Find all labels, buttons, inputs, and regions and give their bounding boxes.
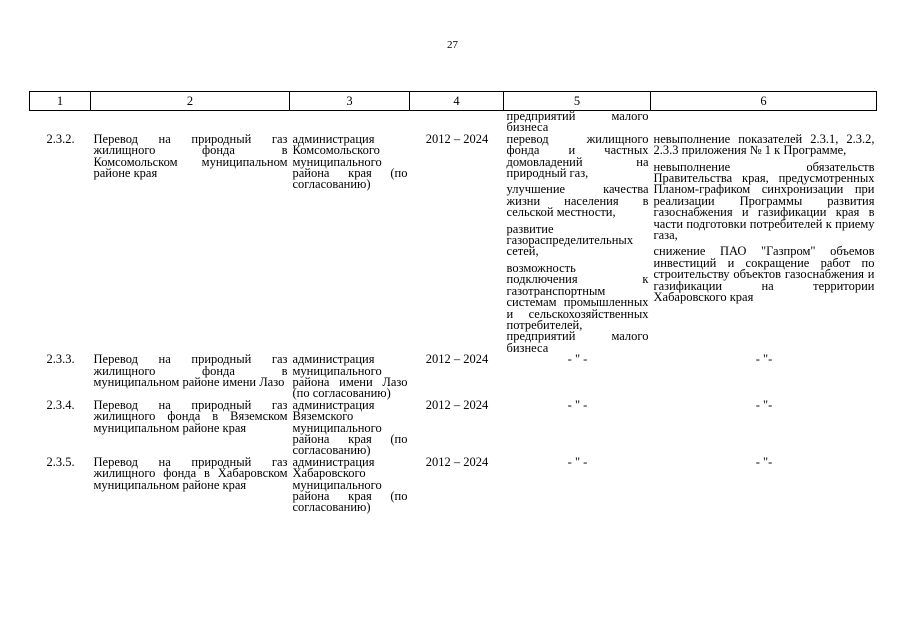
measure-executor: администрация Вяземского муниципального района края (по согласованию) [292, 397, 408, 458]
measure-results-ditto: - " - [567, 397, 588, 412]
measure-executor: администрация муниципального района имени Лазо (по согласованию) [292, 352, 408, 401]
table-row [30, 134, 877, 354]
continuation-row [30, 111, 877, 134]
measure-number: 2.3.5. [46, 454, 75, 469]
header-row [30, 92, 877, 111]
header-col-3: 3 [290, 92, 410, 111]
measure-years: 2012 – 2024 [425, 397, 489, 412]
measure-years: 2012 – 2024 [425, 352, 489, 367]
measure-results-ditto: - " - [567, 454, 588, 469]
header-col-5: 5 [504, 92, 651, 111]
measure-number: 2.3.3. [46, 352, 75, 367]
risk-item: невыполнение показателей 2.3.1, 2.3.2, 2.3.3 приложения № 1 к Программе, [653, 131, 875, 158]
table-header [30, 92, 877, 111]
result-item: возможность подключения к газотранспортным системам промышленных и сельскохозяйственных потребителей, предприятий малого бизнеса [506, 260, 649, 355]
result-item: перевод жилищного фонда и частных домовладений на природный газ, [506, 131, 649, 181]
measure-name: Перевод на природный газ жилищного фонда в Комсомольском муниципальном районе края [93, 131, 288, 181]
page-number: 27 [447, 39, 458, 51]
measure-years: 2012 – 2024 [425, 454, 489, 469]
measures-table [29, 91, 877, 514]
measure-risks-ditto: - "- [755, 352, 773, 367]
header-col-6: 6 [651, 92, 877, 111]
header-col-4: 4 [410, 92, 504, 111]
measure-results [504, 131, 651, 355]
measure-name: Перевод на природный газ жилищного фонда в муниципальном районе имени Лазо [93, 352, 288, 389]
measure-results-ditto: - " - [567, 352, 588, 367]
table-row [30, 400, 877, 457]
measure-risks-ditto: - "- [755, 397, 773, 412]
measure-years: 2012 – 2024 [425, 131, 489, 146]
measure-executor: администрация Хабаровского муниципального района края (по согласованию) [292, 454, 408, 515]
measure-number: 2.3.2. [46, 131, 75, 146]
table-row [30, 354, 877, 400]
table-row [30, 457, 877, 514]
result-item: развитие газораспределительных сетей, [506, 221, 634, 259]
result-item: улучшение качества жизни населения в сельской местности, [506, 182, 649, 220]
continuation-results: предприятий малого бизнеса [506, 109, 649, 135]
measure-name: Перевод на природный газ жилищного фонда в Хабаровском муниципальном районе края [93, 454, 288, 492]
measure-risks-ditto: - "- [755, 454, 773, 469]
risk-item: снижение ПАО "Газпром" объемов инвестиций и сокращение работ по строительству объектов газоснабжения и газификации на территории Хабаровского края [653, 244, 875, 305]
measure-number: 2.3.4. [46, 397, 75, 412]
header-col-1: 1 [30, 92, 91, 111]
header-col-2: 2 [91, 92, 290, 111]
risk-item: невыполнение обязательств Правительства края, предусмотренных Планом-графиком синхронизации при реализации Программы развития газоснабжения и газификации края в части подготовки потребителей к приему газа, [653, 159, 875, 243]
measure-risks [651, 131, 877, 354]
measure-executor: администрация Комсомольского муниципального района края (по согласованию) [292, 131, 408, 192]
measure-name: Перевод на природный газ жилищного фонда в Вяземском муниципальном районе края [93, 397, 288, 435]
